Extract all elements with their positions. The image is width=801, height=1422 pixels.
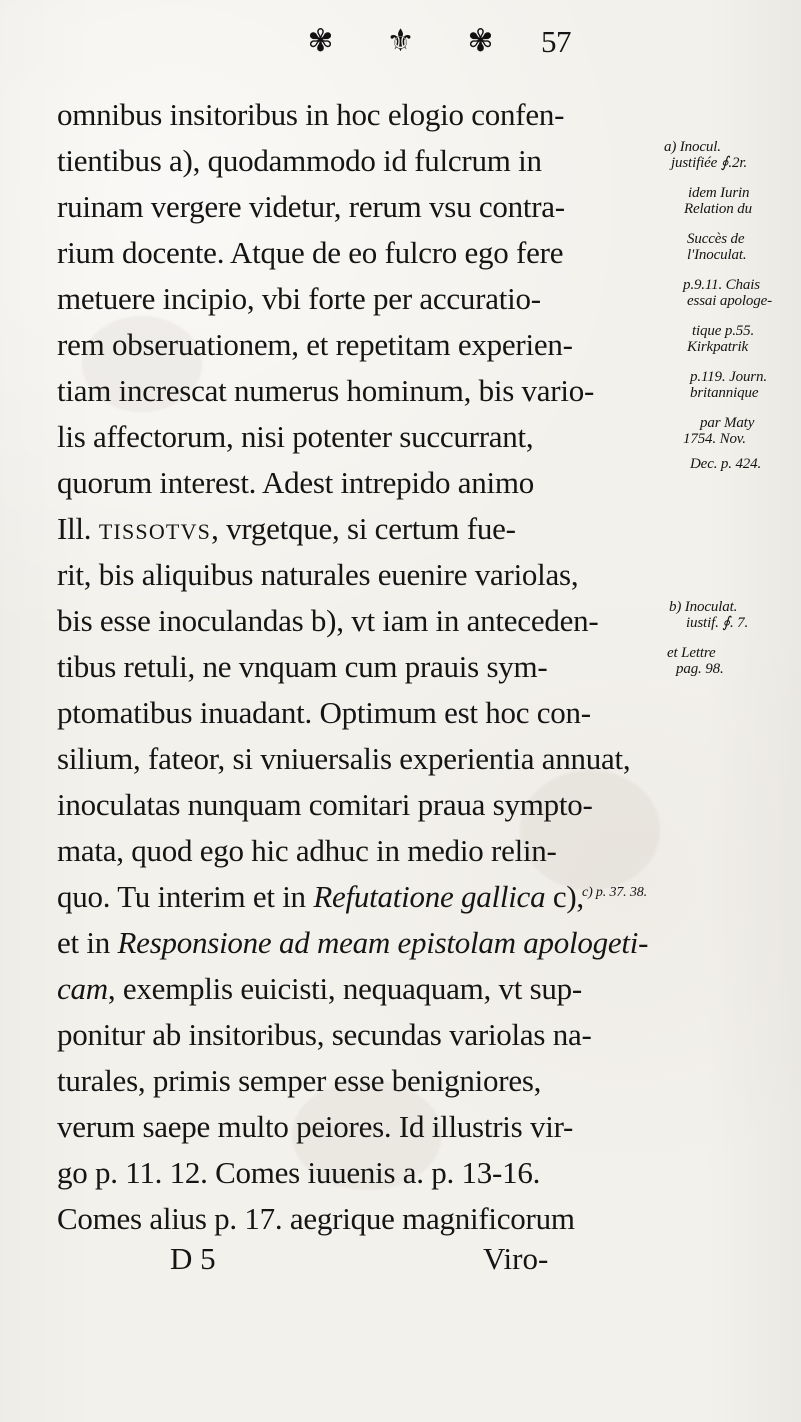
marginal-note: Relation du: [684, 201, 752, 217]
main-text-line-3: ruinam vergere videtur, rerum vsu contra-: [57, 189, 565, 224]
text-line: [0, 778, 801, 824]
main-text-line-17: mata, quod ego hic adhuc in medio relin-: [57, 833, 557, 868]
text-line: [0, 916, 801, 962]
text-line: [0, 686, 801, 732]
marginal-note: idem Iurin: [688, 185, 750, 201]
text-fragment: et in: [57, 925, 118, 960]
main-text-line-8: lis affectorum, nisi potenter succurrant,: [57, 419, 534, 454]
main-text-line-7: tiam increscat numerus hominum, bis vario-: [57, 373, 595, 408]
text-line: [0, 1100, 801, 1146]
text-line: [0, 364, 801, 410]
main-text-line-9: quorum interest. Adest intrepido animo: [57, 465, 534, 500]
text-line: [0, 1146, 801, 1192]
right-ornament-icon: ✾: [467, 23, 494, 58]
center-ornament-icon: ⚜: [386, 23, 415, 58]
main-text-line-13: tibus retuli, ne vnquam cum prauis sym-: [57, 649, 548, 684]
main-text-line-19: [57, 924, 648, 962]
main-text-line-11: rit, bis aliquibus naturales euenire variolas,: [57, 557, 579, 592]
author-name-smallcaps: tissotvs: [98, 511, 212, 546]
marginal-note: Dec. p. 424.: [690, 456, 762, 472]
marginal-note: essai apologe-: [687, 293, 772, 309]
text-line: [0, 1008, 801, 1054]
text-line: [0, 318, 801, 364]
main-text-line-2: tientibus a), quodammodo id fulcrum in: [57, 143, 542, 178]
text-line: [0, 456, 801, 502]
marginal-note: pag. 98.: [676, 661, 724, 677]
main-text-line-10: [57, 510, 516, 548]
text-fragment: Ill.: [57, 511, 99, 546]
main-text-line-12: bis esse inoculandas b), vt iam in anteceden-: [57, 603, 599, 638]
main-text-line-23: verum saepe multo peiores. Id illustris vir-: [57, 1109, 574, 1144]
main-text-line-6: rem obseruationem, et repetitam experien-: [57, 327, 573, 362]
marginal-note: britannique: [690, 385, 759, 401]
marginal-note: iustif. ∮. 7.: [686, 615, 749, 631]
text-line: [0, 502, 801, 548]
text-line: [0, 1054, 801, 1100]
text-line: [0, 272, 801, 318]
main-text-line-24: go p. 11. 12. Comes iuuenis a. p. 13-16.: [57, 1155, 541, 1190]
italic-work-title: Refutatione gallica: [313, 879, 546, 914]
main-text-line-21: ponitur ab insitoribus, secundas variolas na-: [57, 1017, 592, 1052]
text-line: [0, 870, 801, 916]
marginal-note: 1754. Nov.: [683, 431, 746, 447]
marginal-note: p.9.11. Chais: [683, 277, 760, 293]
text-fragment: c),: [545, 879, 584, 914]
header-ornaments: [0, 18, 801, 64]
main-text-line-5: metuere incipio, vbi forte per accuratio-: [57, 281, 541, 316]
marginal-note: Kirkpatrik: [687, 339, 748, 355]
main-text-line-14: ptomatibus inuadant. Optimum est hoc con-: [57, 695, 591, 730]
text-line: [0, 180, 801, 226]
marginal-note: tique p.55.: [692, 323, 755, 339]
marginal-note: l'Inoculat.: [687, 247, 747, 263]
text-line: [0, 824, 801, 870]
catchword: Viro-: [483, 1241, 549, 1276]
marginal-note: justifiée ∮.2r.: [671, 155, 747, 171]
marginal-note: par Maty: [700, 415, 755, 431]
text-line: [0, 732, 801, 778]
main-text-line-20: [57, 970, 582, 1008]
text-line: [0, 226, 801, 272]
main-text-line-22: turales, primis semper esse benigniores,: [57, 1063, 542, 1098]
text-line: [0, 134, 801, 180]
main-text-line-1: omnibus insitoribus in hoc elogio confen-: [57, 97, 565, 132]
marginal-note: c) p. 37. 38.: [582, 885, 647, 900]
text-fragment: , vrgetque, si certum fue-: [211, 511, 516, 546]
marginal-note: a) Inocul.: [664, 139, 721, 155]
main-text-line-18: [57, 878, 584, 916]
main-text-line-4: rium docente. Atque de eo fulcro ego fere: [57, 235, 564, 270]
text-line: [0, 410, 801, 456]
text-line: [0, 962, 801, 1008]
text-line: [0, 1192, 801, 1238]
text-line: [0, 88, 801, 134]
text-line: [0, 594, 801, 640]
marginal-note: p.119. Journ.: [690, 369, 767, 385]
italic-work-title: Responsione ad meam epistolam apologeti-: [117, 925, 649, 960]
marginal-note: b) Inoculat.: [669, 599, 738, 615]
text-line: [0, 548, 801, 594]
italic-word: cam: [57, 971, 108, 1006]
text-fragment: quo. Tu interim et in: [57, 879, 314, 914]
text-fragment: , exemplis euicisti, nequaquam, vt sup-: [107, 971, 583, 1006]
page-number: 57: [541, 24, 571, 59]
main-text-line-25: Comes alius p. 17. aegrique magnificorum: [57, 1201, 575, 1236]
main-text-line-15: silium, fateor, si vniuersalis experientia annuat,: [57, 741, 631, 776]
left-ornament-icon: ✾: [307, 23, 334, 58]
marginal-note: et Lettre: [667, 645, 716, 661]
marginal-note: Succès de: [687, 231, 745, 247]
main-text-line-16: inoculatas nunquam comitari praua sympto-: [57, 787, 593, 822]
text-line: [0, 640, 801, 686]
signature-mark: D 5: [170, 1241, 216, 1276]
